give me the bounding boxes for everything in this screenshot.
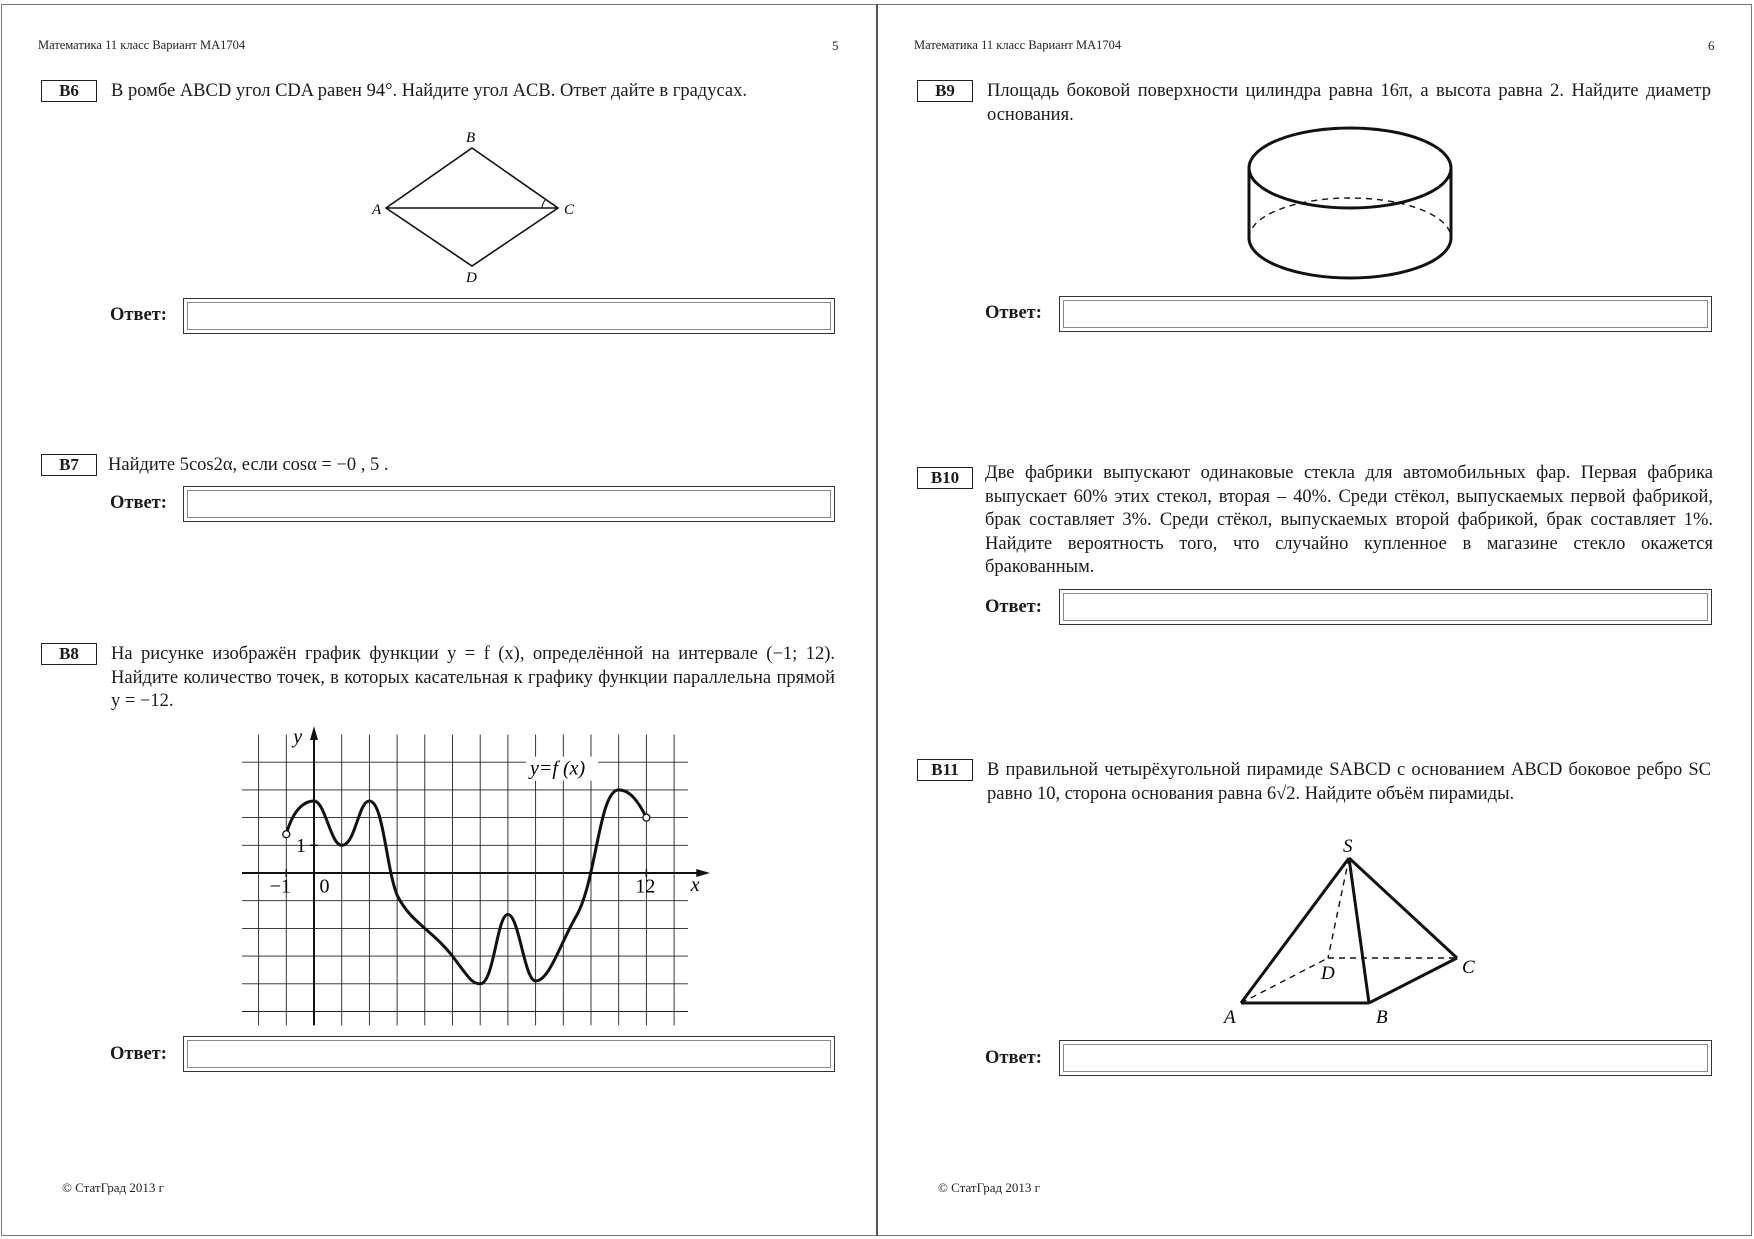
answer-field-b9[interactable] [1059, 296, 1712, 332]
cylinder-figure [1240, 126, 1460, 292]
task-text-b11: В правильной четырёхугольной пирамиде SABCD с основанием ABCD боковое ребро SC равно 10, сторона основания равна 6√2. Найдите объём пирамиды. [987, 760, 1711, 804]
left-page-number: 5 [832, 38, 839, 53]
answer-label-b7: Ответ: [110, 493, 167, 513]
task-text-b10: Две фабрики выпускают одинаковые стекла для автомобильных фар. Первая фабрика выпускает 60% этих стекол, вторая – 40%. Среди стёкол, выпускаемых первой фабрикой, брак составляет 3%. Среди стёкол, выпускаемых второй фабрикой, брак составляет 1%. Найдите вероятность того, что случайно купленное в магазине стекло окажется бракованным. [985, 463, 1713, 577]
edge-sb [1349, 858, 1369, 1003]
right-footer: © СтатГрад 2013 г [938, 1180, 1040, 1195]
answer-field-b6[interactable] [183, 298, 835, 334]
label-zero: 0 [319, 875, 330, 898]
vertex-label-d2: D [1321, 963, 1335, 984]
rhombus-figure [360, 126, 580, 286]
left-footer: © СтатГрад 2013 г [62, 1180, 164, 1195]
right-header: Математика 11 класс Вариант МА1704 [914, 38, 1122, 52]
task-tag-b7: B7 [41, 454, 97, 476]
function-graph [230, 722, 710, 1032]
rhombus-outline [386, 148, 558, 266]
task-tag-b10: B10 [917, 467, 973, 489]
vertex-label-s: S [1343, 836, 1353, 857]
answer-label-b10: Ответ: [985, 597, 1042, 617]
answer-field-b8[interactable] [183, 1036, 835, 1072]
answer-label-b9: Ответ: [985, 303, 1042, 323]
label-twelve: 12 [635, 875, 656, 898]
task-tag-b9: B9 [917, 80, 973, 102]
vertex-label-a: A [372, 202, 382, 218]
open-endpoint-right [643, 814, 650, 821]
y-axis-arrow [310, 726, 318, 740]
vertex-label-b: B [466, 130, 476, 146]
task-tag-b8: B8 [41, 643, 97, 665]
label-minus-one: −1 [269, 875, 291, 898]
y-axis-label: y [293, 725, 303, 748]
task-tag-b6: B6 [41, 80, 97, 102]
open-endpoint-left [283, 831, 290, 838]
task-text-b6: В ромбе ABCD угол CDA равен 94°. Найдите угол ACB. Ответ дайте в градусах. [111, 81, 747, 101]
function-label: y=f (x) [530, 757, 586, 780]
edge-ad-hidden [1241, 958, 1328, 1003]
vertex-label-a2: A [1224, 1007, 1236, 1028]
vertex-label-d: D [466, 270, 477, 286]
answer-label-b11: Ответ: [985, 1048, 1042, 1068]
x-axis-label: x [690, 874, 700, 897]
vertex-label-c2: C [1462, 957, 1475, 978]
cylinder-top-ellipse [1249, 128, 1451, 208]
answer-field-b11[interactable] [1059, 1040, 1712, 1076]
edge-sc [1349, 858, 1457, 958]
left-header: Математика 11 класс Вариант МА1704 [38, 38, 246, 52]
vertex-label-c: C [564, 202, 575, 218]
task-text-b7: Найдите 5cos2α, если cosα = −0 , 5 . [108, 455, 389, 475]
vertex-label-b2: B [1376, 1007, 1388, 1028]
angle-acb-arc [542, 199, 546, 208]
answer-label-b6: Ответ: [110, 305, 167, 325]
answer-field-b10[interactable] [1059, 589, 1712, 625]
label-one: 1 [295, 835, 306, 858]
right-page-number: 6 [1708, 38, 1715, 53]
pyramid-figure [1210, 828, 1490, 1028]
task-tag-b11: B11 [917, 759, 973, 781]
task-text-b9: Площадь боковой поверхности цилиндра равна 16π, а высота равна 2. Найдите диаметр основания. [987, 81, 1711, 125]
edge-bc [1369, 958, 1457, 1003]
answer-label-b8: Ответ: [110, 1044, 167, 1064]
cylinder-bottom-back [1249, 198, 1451, 238]
page-divider [876, 4, 878, 1236]
cylinder-bottom-front [1249, 238, 1451, 278]
function-curve [286, 790, 646, 984]
task-text-b8: На рисунке изображён график функции y = f (x), определённой на интервале (−1; 12). Найдите количество точек, в которых касательная к графику функции параллельна прямой y = −12. [111, 644, 835, 711]
answer-field-b7[interactable] [183, 486, 835, 522]
